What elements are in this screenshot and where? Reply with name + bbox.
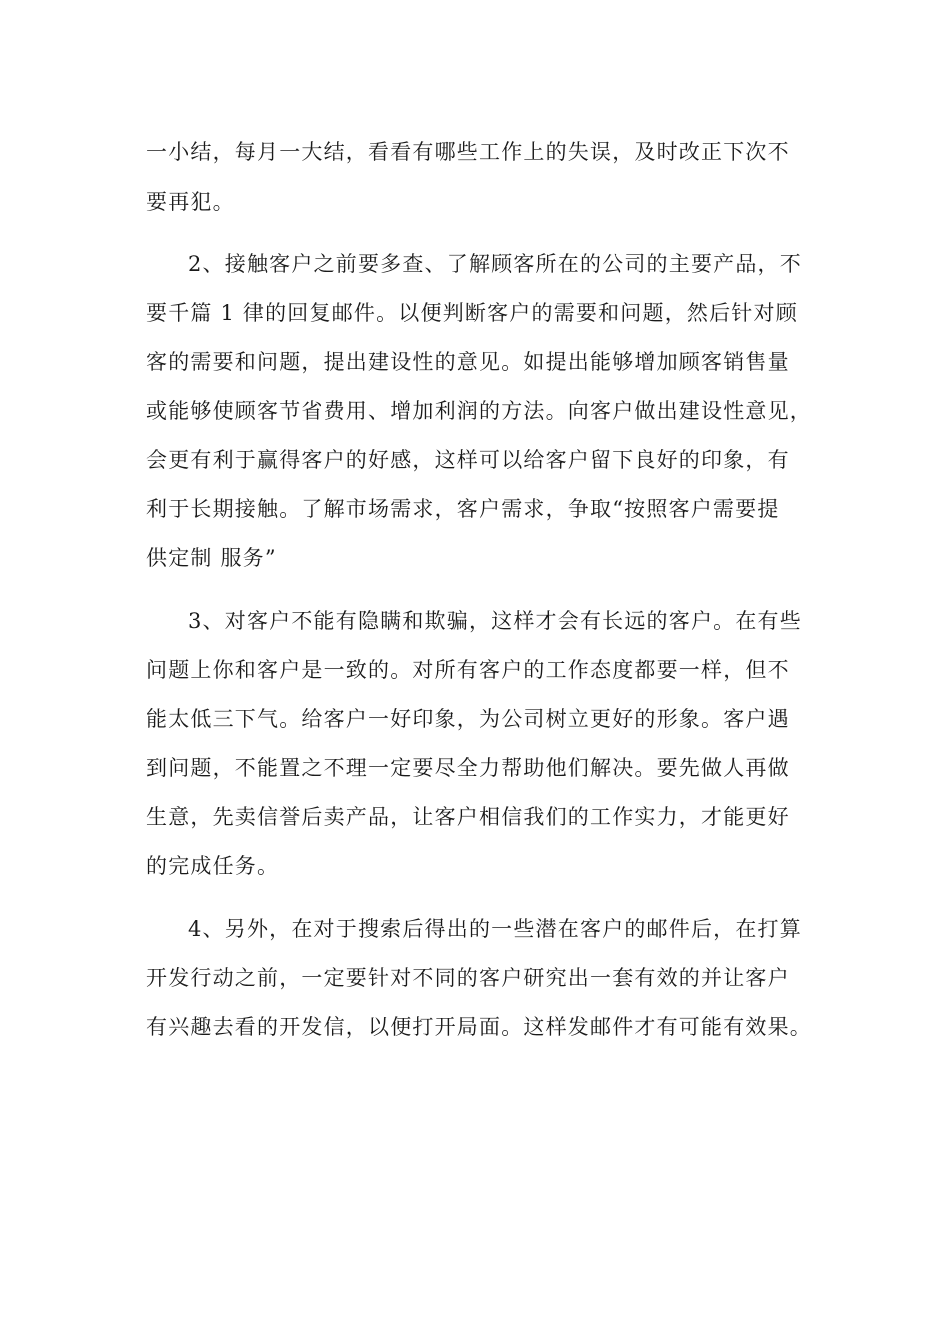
text-line: 生意，先卖信誉后卖产品，让客户相信我们的工作实力，才能更好 (146, 805, 790, 829)
text-line: 3、对客户不能有隐瞒和欺骗，这样才会有长远的客户。在有些 (188, 609, 802, 633)
text-line: 4、另外，在对于搜索后得出的一些潜在客户的邮件后，在打算 (188, 917, 802, 941)
text-line: 问题上你和客户是一致的。对所有客户的工作态度都要一样，但不 (146, 658, 790, 682)
text-line: 能太低三下气。给客户一好印象，为公司树立更好的形象。客户遇 (146, 707, 790, 731)
text-line: 的完成任务。 (146, 854, 280, 878)
text-line: 供定制 服务” (146, 546, 277, 570)
text-line: 一小结，每月一大结，看看有哪些工作上的失误，及时改正下次不 (146, 140, 790, 164)
text-line: 开发行动之前，一定要针对不同的客户研究出一套有效的并让客户 (146, 966, 790, 990)
text-line: 会更有利于赢得客户的好感，这样可以给客户留下良好的印象，有 (146, 448, 790, 472)
text-line: 到问题，不能置之不理一定要尽全力帮助他们解决。要先做人再做 (146, 756, 790, 780)
text-line: 要千篇 1 律的回复邮件。以便判断客户的需要和问题，然后针对顾 (146, 301, 798, 325)
text-line: 或能够使顾客节省费用、增加利润的方法。向客户做出建设性意见， (146, 399, 812, 423)
text-line: 有兴趣去看的开发信，以便打开局面。这样发邮件才有可能有效果。 (146, 1015, 812, 1039)
text-line: 要再犯。 (146, 190, 235, 214)
text-line: 2、接触客户之前要多查、了解顾客所在的公司的主要产品，不 (188, 252, 802, 276)
text-line: 利于长期接触。了解市场需求，客户需求，争取“按照客户需要提 (146, 497, 780, 521)
text-line: 客的需要和问题，提出建设性的意见。如提出能够增加顾客销售量 (146, 350, 790, 374)
